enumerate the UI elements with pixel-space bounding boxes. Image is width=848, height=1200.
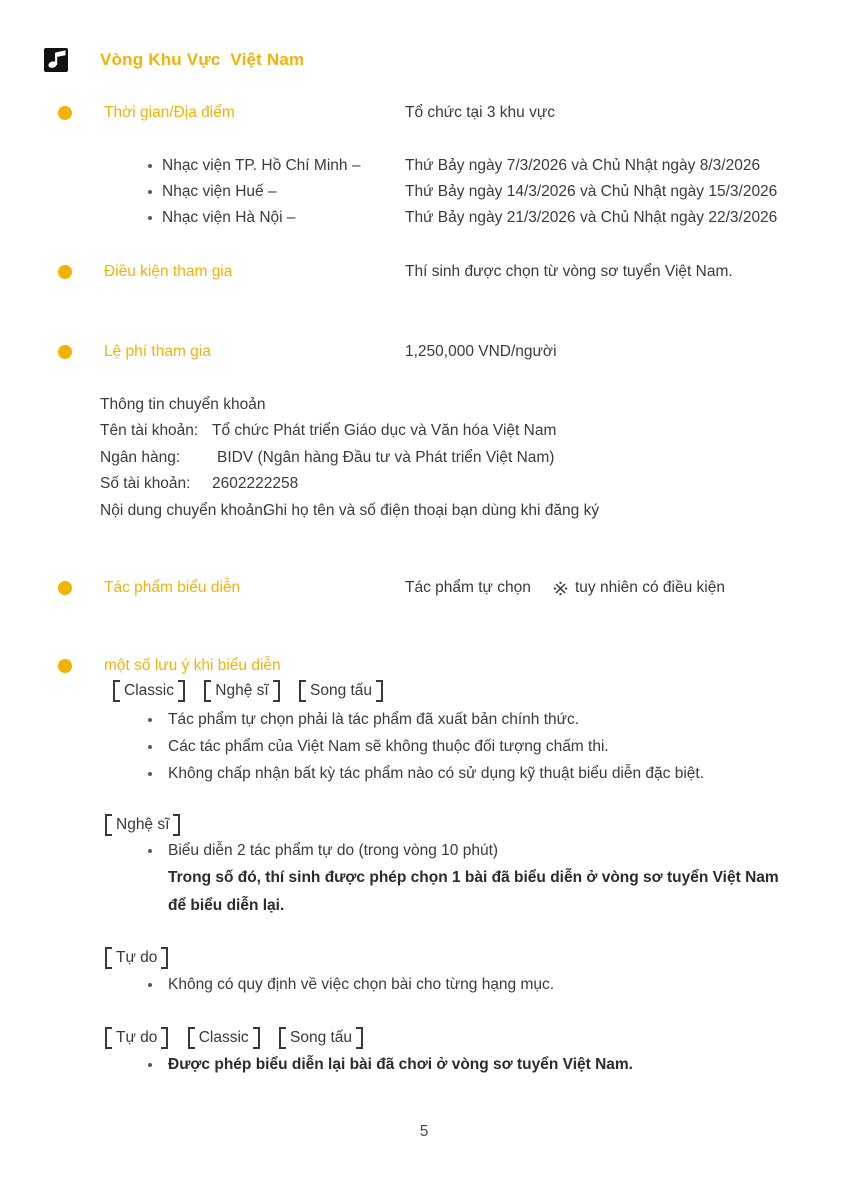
repertoire-note-text: tuy nhiên có điều kiện <box>575 579 725 596</box>
category-tag: Classic <box>113 680 185 702</box>
tag-group <box>105 814 195 836</box>
note-item: Tác phẩm tự chọn phải là tác phẩm đã xuất bản chính thức. <box>168 711 580 728</box>
list-bullet-icon <box>148 164 152 168</box>
tag-group <box>105 947 183 969</box>
repertoire-note <box>553 578 725 598</box>
list-bullet-icon <box>148 772 152 776</box>
eligibility-label: Điều kiện tham gia <box>104 263 233 280</box>
venue-dates: Thứ Bảy ngày 14/3/2026 và Chủ Nhật ngày 15/3/2026 <box>405 183 778 200</box>
bank-row-value: Tổ chức Phát triển Giáo dục và Văn hóa Việt Nam <box>212 422 557 439</box>
list-bullet-icon <box>148 1063 152 1067</box>
note-item: Các tác phẩm của Việt Nam sẽ không thuộc đối tượng chấm thi. <box>168 738 609 755</box>
fee-value: 1,250,000 VND/người <box>405 343 557 360</box>
note-item-bold: Được phép biểu diễn lại bài đã chơi ở vòng sơ tuyển Việt Nam. <box>168 1056 633 1073</box>
bank-row-label: Nội dung chuyển khoản: <box>100 502 268 519</box>
list-bullet-icon <box>148 849 152 853</box>
bank-heading: Thông tin chuyển khoản <box>100 396 266 413</box>
note-item: Không chấp nhận bất kỳ tác phẩm nào có sử dụng kỹ thuật biểu diễn đặc biệt. <box>168 765 705 782</box>
bank-row-value: BIDV (Ngân hàng Đầu tư và Phát triển Việt Nam) <box>217 449 555 466</box>
note-item: Biểu diễn 2 tác phẩm tự do (trong vòng 10 phút) <box>168 842 499 859</box>
tag-group <box>105 1027 378 1049</box>
section-bullet-icon <box>58 581 72 595</box>
note-item-bold: để biểu diễn lại. <box>168 897 285 914</box>
venue-name: Nhạc viện Hà Nội – <box>162 209 296 226</box>
repertoire-label: Tác phẩm biểu diễn <box>104 579 241 596</box>
category-tag: Song tấu <box>279 1027 363 1049</box>
bank-row-value: Ghi họ tên và số điện thoại bạn dùng khi đăng ký <box>263 502 600 519</box>
section-bullet-icon <box>58 106 72 120</box>
section-bullet-icon <box>58 659 72 673</box>
list-bullet-icon <box>148 745 152 749</box>
category-tag: Nghệ sĩ <box>105 814 180 836</box>
page-number: 5 <box>419 1123 429 1140</box>
page-title: Vòng Khu Vực Việt Nam <box>100 50 305 69</box>
reference-mark-icon <box>553 581 568 596</box>
note-item: Không có quy định về việc chọn bài cho từng hạng mục. <box>168 976 555 993</box>
tag-group <box>113 680 398 702</box>
list-bullet-icon <box>148 983 152 987</box>
venue-dates: Thứ Bảy ngày 7/3/2026 và Chủ Nhật ngày 8/3/2026 <box>405 157 761 174</box>
bank-row-label: Số tài khoản: <box>100 475 191 492</box>
category-tag: Song tấu <box>299 680 383 702</box>
bank-row-label: Ngân hàng: <box>100 449 181 466</box>
repertoire-value: Tác phẩm tự chọn <box>405 579 531 596</box>
section-bullet-icon <box>58 345 72 359</box>
venue-name: Nhạc viện Huế – <box>162 183 277 200</box>
section-bullet-icon <box>58 265 72 279</box>
fee-label: Lệ phí tham gia <box>104 343 211 360</box>
notes-label: một số lưu ý khi biểu diễn <box>104 657 281 674</box>
list-bullet-icon <box>148 718 152 722</box>
venue-dates: Thứ Bảy ngày 21/3/2026 và Chủ Nhật ngày 22/3/2026 <box>405 209 778 226</box>
category-tag: Tự do <box>105 947 168 969</box>
bank-row-label: Tên tài khoản: <box>100 422 199 439</box>
schedule-value: Tổ chức tại 3 khu vực <box>405 104 555 121</box>
list-bullet-icon <box>148 190 152 194</box>
bank-row-value: 2602222258 <box>212 475 299 492</box>
music-note-logo-icon <box>44 48 68 72</box>
list-bullet-icon <box>148 216 152 220</box>
venue-name: Nhạc viện TP. Hồ Chí Minh – <box>162 157 361 174</box>
eligibility-value: Thí sinh được chọn từ vòng sơ tuyển Việt Nam. <box>405 263 733 280</box>
category-tag: Classic <box>188 1027 260 1049</box>
category-tag: Tự do <box>105 1027 168 1049</box>
note-item-bold: Trong số đó, thí sinh được phép chọn 1 bài đã biểu diễn ở vòng sơ tuyển Việt Nam <box>168 869 779 886</box>
schedule-label: Thời gian/Địa điểm <box>104 104 235 121</box>
category-tag: Nghệ sĩ <box>204 680 279 702</box>
